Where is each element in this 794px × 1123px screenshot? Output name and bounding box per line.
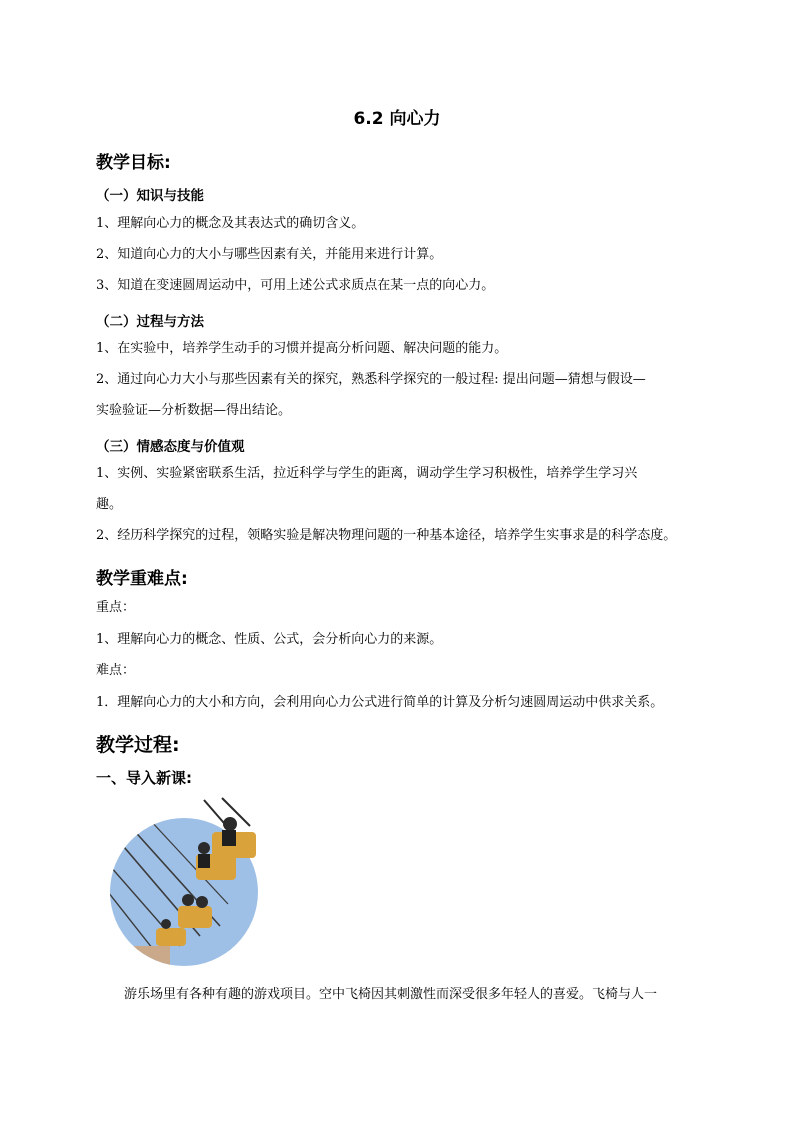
- section2-item-2: 2、通过向心力大小与那些因素有关的探究，熟悉科学探究的一般过程: 提出问题—猜想与假设—: [96, 372, 646, 387]
- seat-2: [156, 928, 186, 946]
- process-heading: 教学过程:: [96, 734, 180, 756]
- page-title: 6.2 向心力: [353, 109, 441, 129]
- section3-item-1: 1、实例、实验紧密联系生活，拉近科学与学生的距离，调动学生学习积极性，培养学生学习兴: [96, 466, 638, 481]
- section2-heading: （二）过程与方法: [96, 314, 204, 330]
- section1-heading: （一）知识与技能: [96, 188, 204, 204]
- section2-item-1: 1、在实验中，培养学生动手的习惯并提高分析问题、解决问题的能力。: [96, 341, 508, 356]
- section2-item-2-cont: 实验验证—分析数据—得出结论。: [96, 403, 292, 418]
- section1-item-1: 1、理解向心力的概念及其表达式的确切含义。: [96, 216, 365, 231]
- difficult-label: 难点：: [96, 663, 136, 678]
- objectives-heading: 教学目标:: [96, 153, 171, 173]
- crowd: [130, 946, 170, 966]
- intro-paragraph: 游乐场里有各种有趣的游戏项目。空中飞椅因其刺激性而深受很多年轻人的喜爱。飞椅与人一: [124, 987, 658, 1002]
- difficult-item: 1．理解向心力的大小和方向，会利用向心力公式进行简单的计算及分析匀速圆周运动中供求关系。: [96, 695, 664, 710]
- key-item: 1、理解向心力的概念、性质、公式，会分析向心力的来源。: [96, 632, 443, 647]
- section1-item-3: 3、知道在变速圆周运动中，可用上述公式求质点在某一点的向心力。: [96, 278, 495, 293]
- section1-item-2: 2、知道向心力的大小与哪些因素有关，并能用来进行计算。: [96, 247, 443, 262]
- seat-1: [178, 906, 212, 928]
- section3-heading: （三）情感态度与价值观: [96, 439, 245, 455]
- swing-ride-photo: [100, 796, 280, 968]
- section3-item-1-cont: 趣。: [96, 497, 123, 512]
- intro-heading: 一、导入新课:: [96, 769, 192, 787]
- section3-item-2: 2、经历科学探究的过程，领略实验是解决物理问题的一种基本途径，培养学生实事求是的科学态度。: [96, 528, 677, 543]
- keypoints-heading: 教学重难点:: [96, 569, 188, 589]
- key-label: 重点：: [96, 600, 136, 615]
